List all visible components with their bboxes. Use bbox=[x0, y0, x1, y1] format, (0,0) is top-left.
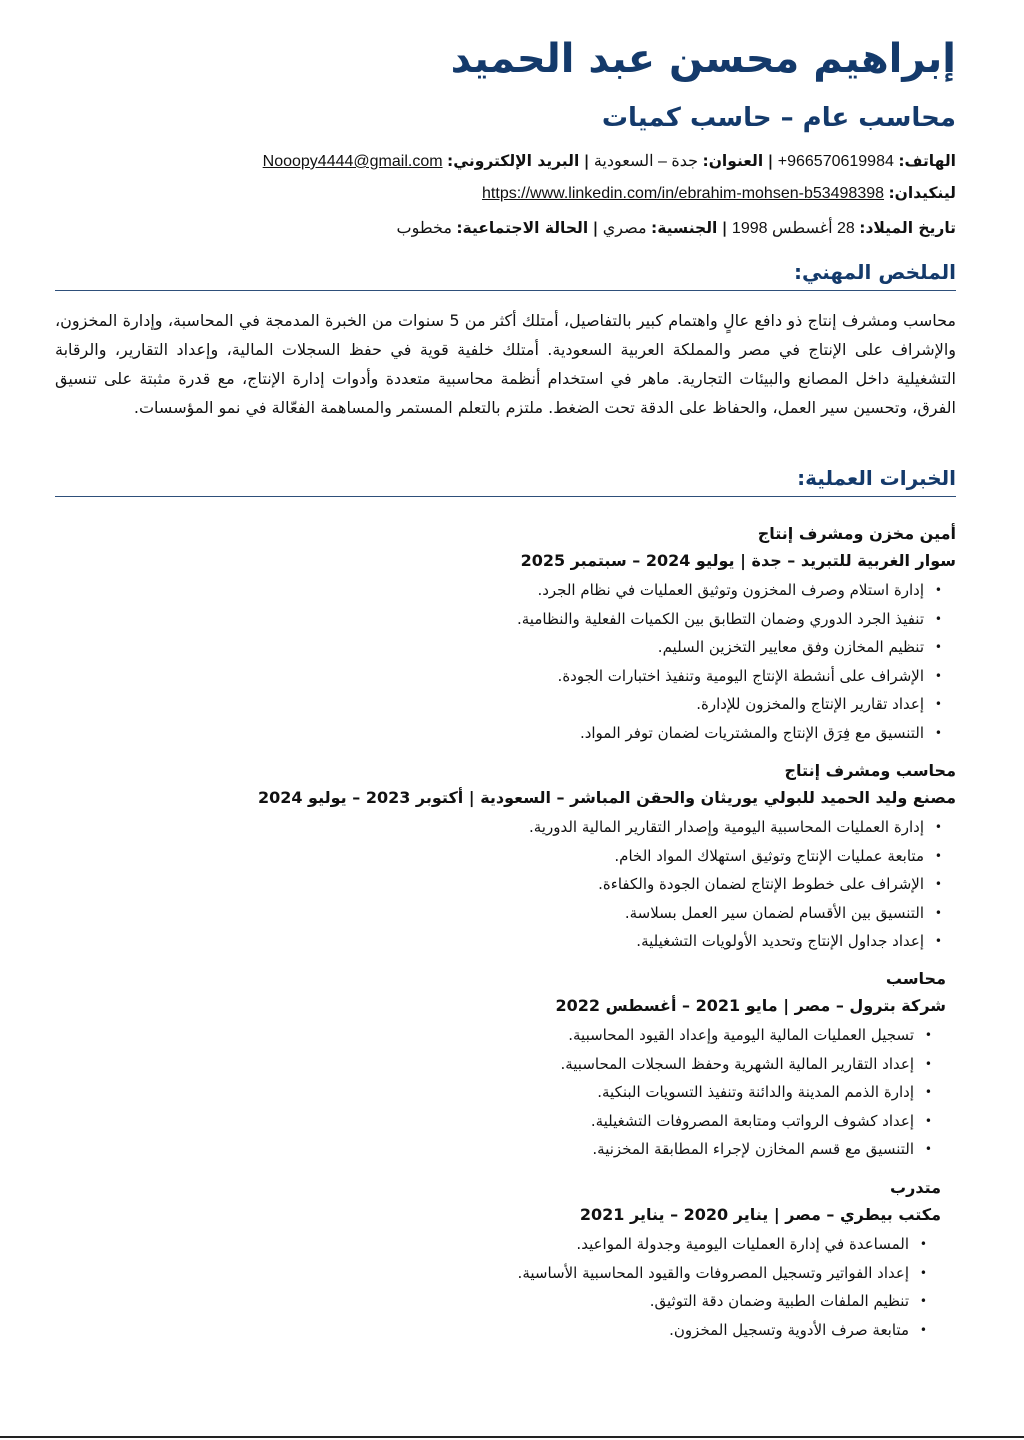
job-company: مكتب بيطري – مصر | يناير 2020 – يناير 2021 bbox=[579, 1205, 941, 1224]
list-item bbox=[55, 813, 942, 842]
list-item bbox=[55, 870, 942, 899]
list-item bbox=[55, 576, 942, 605]
bullet-icon: • bbox=[924, 1085, 932, 1099]
duty-text: متابعة عمليات الإنتاج وتوثيق استهلاك المواد الخام. bbox=[614, 846, 924, 865]
summary-text: محاسب ومشرف إنتاج ذو دافع عالٍ واهتمام كبير بالتفاصيل، أمتلك أكثر من 5 سنوات من الخبرة المدمجة في المحاسبة، وإدارة المخزون، والإشراف على الإنتاج في مصر والمملكة العربية السعودية. أمتلك خلفية قوية في حفظ السجلات المالية، وإعداد التقارير، والرقابة التشغيلية داخل المصانع والبيئات التجارية. ماهر في استخدام أنظمة محاسبية متعددة وأدوات إدارة الإنتاج، مع قدرة مثبتة على تنسيق الفرق، وتحسين سير العمل، والحفاظ على الدقة تحت الضغط. ملتزم بالتعلم المستمر والمساهمة الفعّالة في نمو المؤسسات. bbox=[55, 311, 956, 417]
separator: | bbox=[592, 219, 599, 237]
job-company: مصنع وليد الحميد للبولي يوريثان والحقن المباشر – السعودية | أكتوبر 2023 – يوليو 2024 bbox=[257, 788, 956, 807]
separator: | bbox=[721, 219, 728, 237]
bullet-icon: • bbox=[934, 820, 942, 834]
job-role: محاسب bbox=[885, 969, 946, 988]
bullet-icon: • bbox=[924, 1028, 932, 1042]
bullet-icon: • bbox=[934, 697, 942, 711]
list-item bbox=[55, 1078, 932, 1107]
list-item bbox=[55, 1316, 927, 1345]
experience-heading: الخبرات العملية: bbox=[55, 466, 956, 497]
summary-heading: الملخص المهني: bbox=[55, 260, 956, 291]
job-title: محاسب عام – حاسب كميات bbox=[601, 103, 956, 133]
bullet-icon: • bbox=[924, 1056, 932, 1071]
marital-value: مخطوب bbox=[396, 220, 452, 237]
job-role: محاسب ومشرف إنتاج bbox=[784, 761, 956, 780]
bullet-icon: • bbox=[924, 1113, 932, 1128]
job-duties bbox=[55, 576, 956, 747]
job-duties bbox=[55, 1230, 941, 1344]
duty-text: الإشراف على خطوط الإنتاج لضمان الجودة والكفاءة. bbox=[598, 875, 924, 893]
job-entry bbox=[55, 1174, 941, 1344]
nationality-value: مصري bbox=[602, 220, 647, 237]
job-duties bbox=[55, 1021, 946, 1164]
list-item bbox=[55, 1287, 927, 1316]
phone-value: +966570619984 bbox=[777, 153, 894, 170]
duty-text: تنفيذ الجرد الدوري وضمان التطابق بين الكميات الفعلية والنظامية. bbox=[517, 609, 924, 628]
list-item bbox=[55, 1259, 927, 1288]
duty-text: إعداد كشوف الرواتب ومتابعة المصروفات التشغيلية. bbox=[590, 1111, 914, 1130]
duty-text: إعداد الفواتير وتسجيل المصروفات والقيود المحاسبية الأساسية. bbox=[517, 1263, 909, 1282]
candidate-name: إبراهيم محسن عبد الحميد bbox=[450, 36, 956, 82]
bullet-icon: • bbox=[934, 905, 942, 920]
duty-text: التنسيق بين الأقسام لضمان سير العمل بسلاسة. bbox=[624, 903, 924, 922]
email-link[interactable]: Nooopy4444@gmail.com bbox=[262, 153, 443, 170]
duty-text: المساعدة في إدارة العمليات اليومية وجدولة المواعيد. bbox=[576, 1235, 909, 1253]
bullet-icon: • bbox=[919, 1265, 927, 1280]
marital-label: الحالة الاجتماعية: bbox=[456, 219, 589, 237]
contact-line-2 bbox=[482, 184, 956, 203]
bullet-icon: • bbox=[934, 877, 942, 891]
list-item bbox=[55, 927, 942, 956]
bullet-icon: • bbox=[934, 611, 942, 626]
list-item bbox=[55, 1107, 932, 1136]
list-item bbox=[55, 1135, 932, 1164]
duty-text: إدارة العمليات المحاسبية اليومية وإصدار التقارير المالية الدورية. bbox=[528, 818, 924, 836]
duty-text: إعداد جداول الإنتاج وتحديد الأولويات التشغيلية. bbox=[636, 932, 924, 950]
job-role: متدرب bbox=[890, 1178, 941, 1197]
contact-line-3 bbox=[397, 218, 956, 238]
bullet-icon: • bbox=[934, 848, 942, 863]
bullet-icon: • bbox=[934, 934, 942, 948]
bullet-icon: • bbox=[919, 1237, 927, 1251]
list-item bbox=[55, 690, 942, 719]
duty-text: إدارة استلام وصرف المخزون وتوثيق العمليات في نظام الجرد. bbox=[537, 581, 924, 599]
list-item bbox=[55, 1050, 932, 1079]
address-value: جدة – السعودية bbox=[593, 153, 699, 170]
job-role: أمين مخزن ومشرف إنتاج bbox=[757, 524, 956, 543]
duty-text: إعداد التقارير المالية الشهرية وحفظ السجلات المحاسبية. bbox=[560, 1054, 914, 1073]
list-item bbox=[55, 662, 942, 691]
list-item bbox=[55, 899, 942, 928]
bullet-icon: • bbox=[934, 725, 942, 740]
page-bottom-rule bbox=[0, 1436, 1024, 1438]
job-entry bbox=[55, 757, 956, 956]
separator: | bbox=[767, 152, 774, 170]
nationality-label: الجنسية: bbox=[651, 219, 718, 237]
duty-text: الإشراف على أنشطة الإنتاج اليومية وتنفيذ اختبارات الجودة. bbox=[557, 666, 924, 685]
list-item bbox=[55, 633, 942, 662]
job-company: سوار الغربية للتبريد – جدة | يوليو 2024 – سبتمبر 2025 bbox=[520, 551, 956, 570]
bullet-icon: • bbox=[934, 640, 942, 654]
job-company: شركة بترول – مصر | مايو 2021 – أغسطس 2022 bbox=[555, 996, 946, 1015]
separator: | bbox=[583, 152, 590, 170]
contact-line-1 bbox=[263, 151, 956, 171]
bullet-icon: • bbox=[919, 1322, 927, 1337]
address-label: العنوان: bbox=[702, 152, 764, 170]
list-item bbox=[55, 719, 942, 748]
duty-text: تسجيل العمليات المالية اليومية وإعداد القيود المحاسبية. bbox=[568, 1026, 914, 1044]
bullet-icon: • bbox=[919, 1294, 927, 1308]
job-duties bbox=[55, 813, 956, 956]
phone-label: الهاتف: bbox=[898, 152, 956, 170]
linkedin-label: لينكيدان: bbox=[888, 184, 956, 202]
list-item bbox=[55, 1021, 932, 1050]
job-entry bbox=[55, 520, 956, 747]
duty-text: متابعة صرف الأدوية وتسجيل المخزون. bbox=[669, 1320, 909, 1339]
bullet-icon: • bbox=[934, 583, 942, 597]
job-entry bbox=[55, 965, 946, 1164]
birth-value: 28 أغسطس 1998 bbox=[731, 220, 855, 237]
list-item bbox=[55, 605, 942, 634]
email-label: البريد الإلكتروني: bbox=[447, 152, 580, 170]
duty-text: إدارة الذمم المدينة والدائنة وتنفيذ التسويات البنكية. bbox=[597, 1083, 914, 1101]
duty-text: إعداد تقارير الإنتاج والمخزون للإدارة. bbox=[696, 695, 924, 713]
duty-text: التنسيق مع فِرَق الإنتاج والمشتريات لضمان توفر المواد. bbox=[579, 723, 924, 742]
bullet-icon: • bbox=[934, 668, 942, 683]
duty-text: تنظيم المخازن وفق معايير التخزين السليم. bbox=[657, 638, 924, 656]
bullet-icon: • bbox=[924, 1142, 932, 1156]
linkedin-link[interactable]: https://www.linkedin.com/in/ebrahim-mohsen-b53498398 bbox=[482, 185, 885, 202]
duty-text: التنسيق مع قسم المخازن لإجراء المطابقة المخزنية. bbox=[592, 1140, 914, 1158]
duty-text: تنظيم الملفات الطبية وضمان دقة التوثيق. bbox=[649, 1292, 909, 1310]
list-item bbox=[55, 842, 942, 871]
list-item bbox=[55, 1230, 927, 1259]
birth-label: تاريخ الميلاد: bbox=[859, 219, 956, 237]
